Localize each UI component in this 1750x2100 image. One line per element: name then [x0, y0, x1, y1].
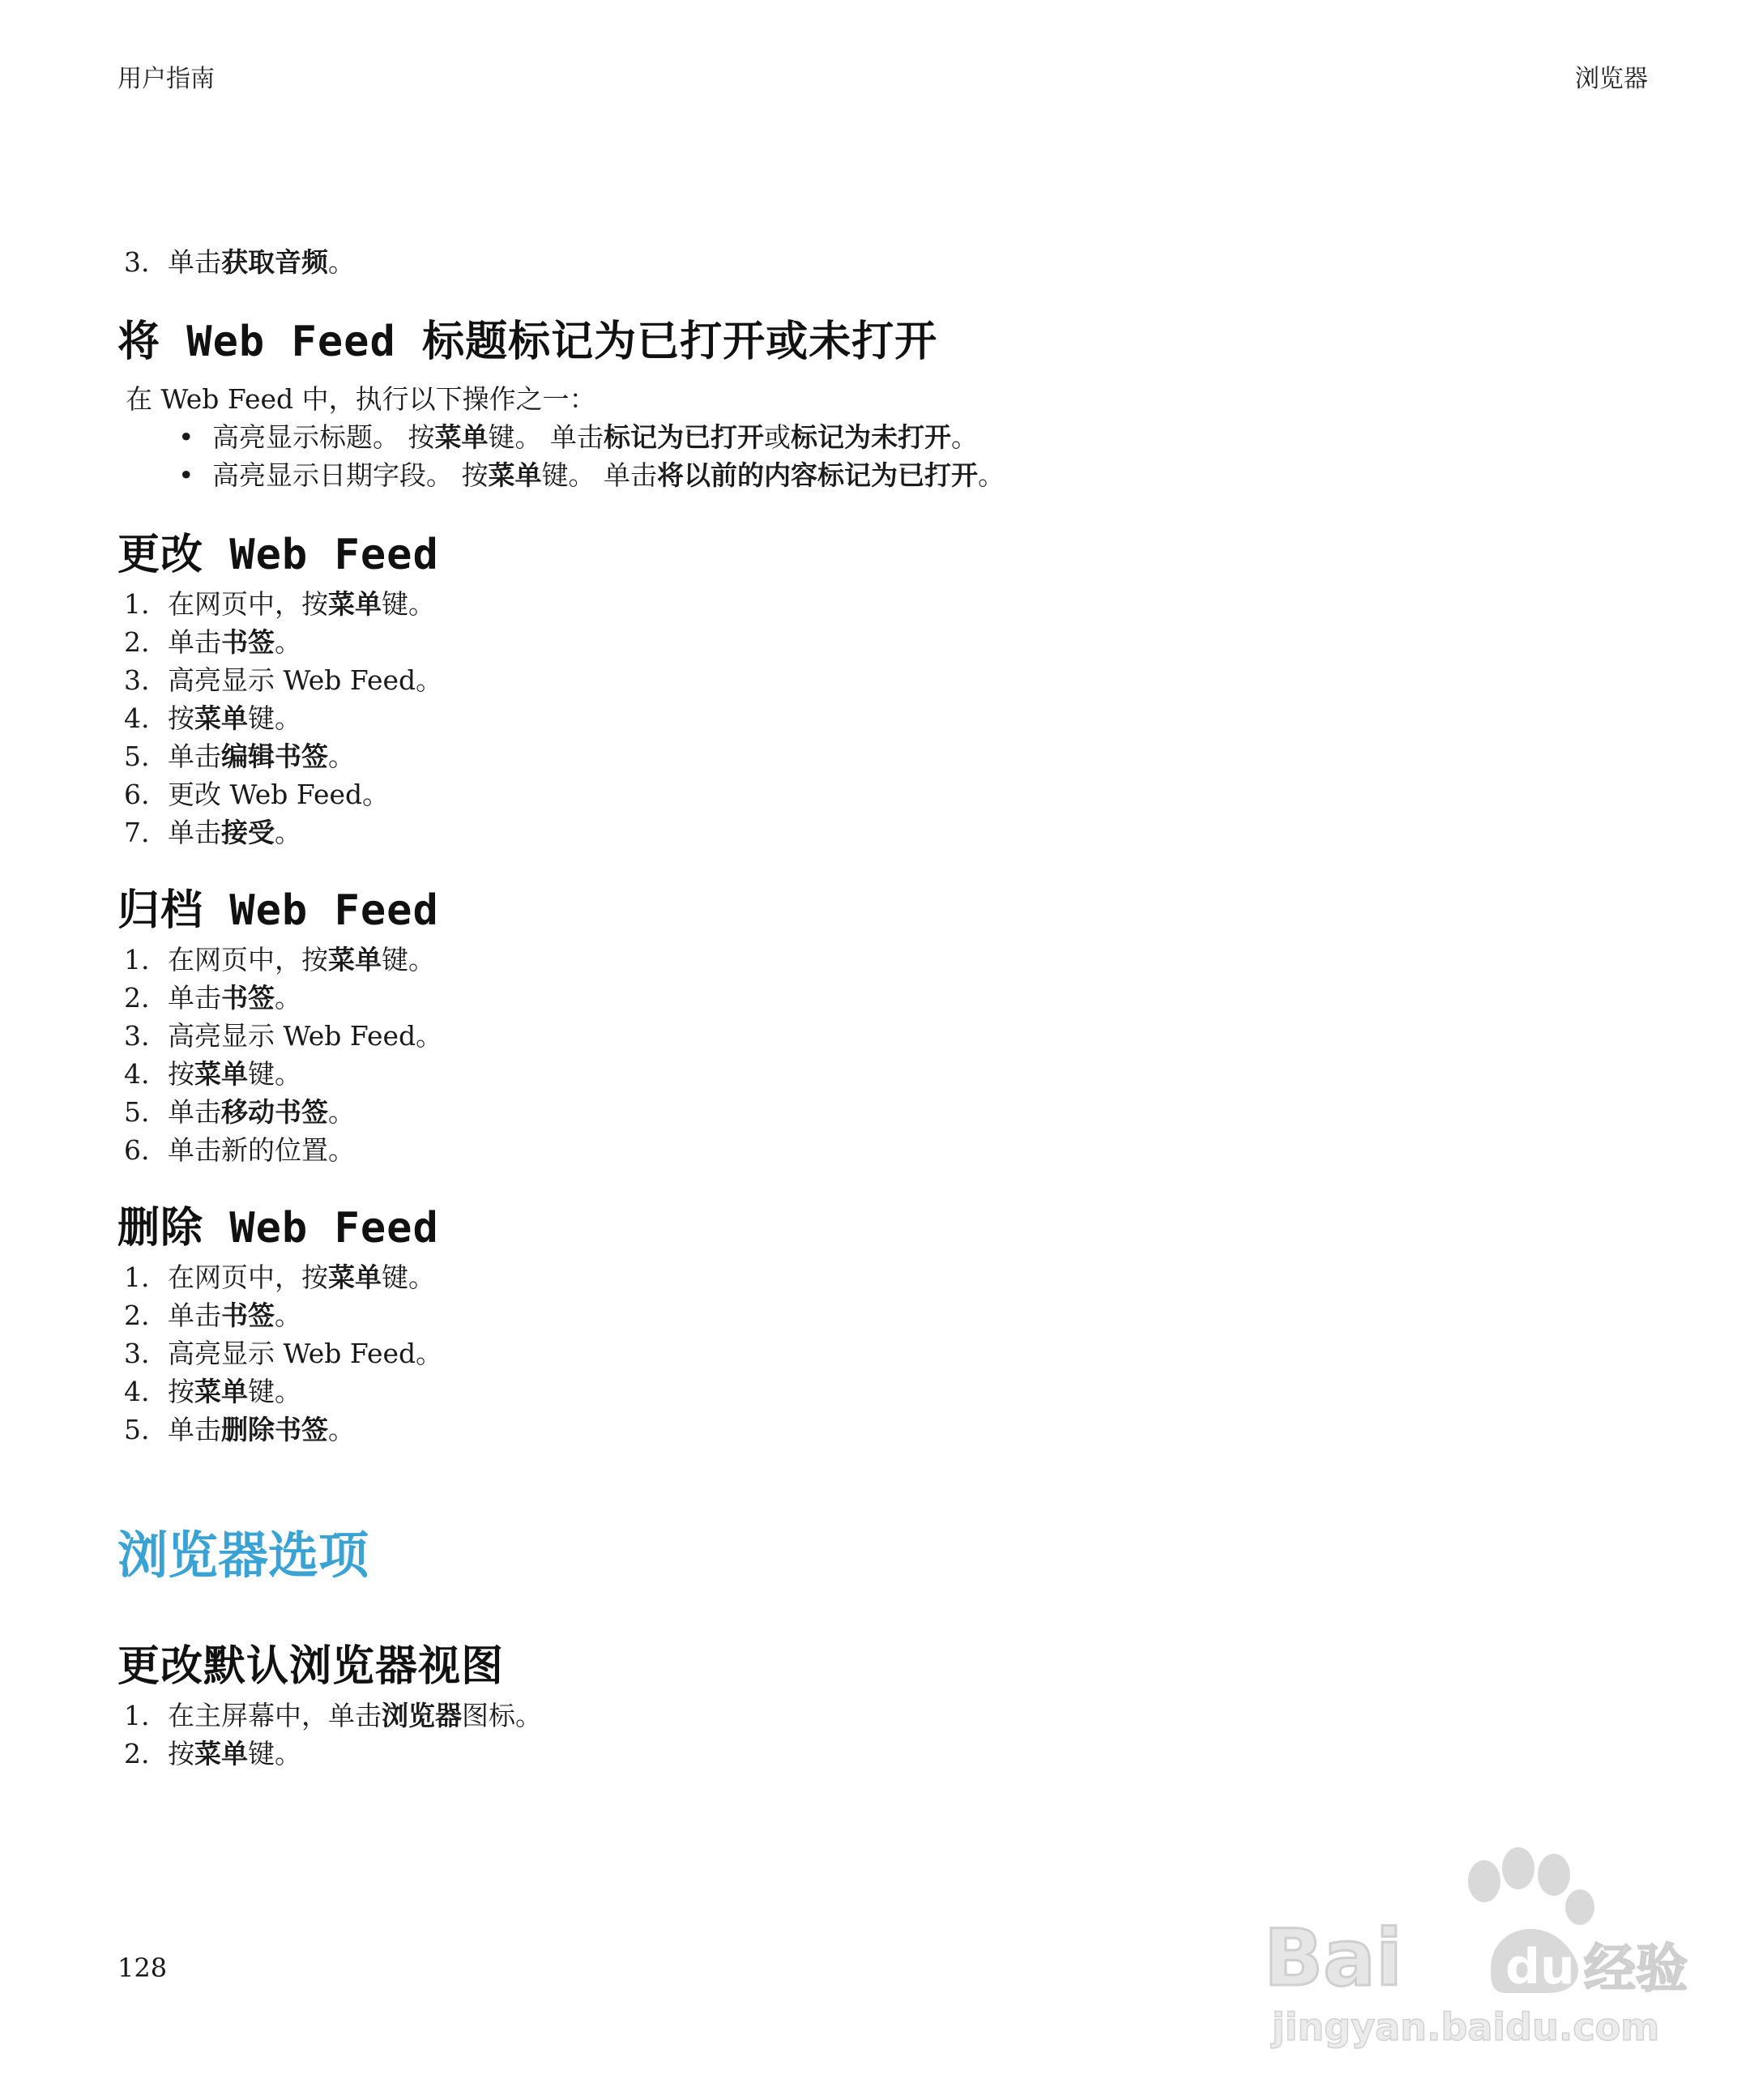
step-item: 3. 高亮显示 Web Feed。	[124, 1338, 443, 1369]
step-item: 5. 单击删除书签。	[124, 1414, 355, 1445]
bullet-list	[117, 418, 1657, 494]
page-number: 128	[117, 1953, 168, 1983]
step-item: 6. 更改 Web Feed。	[124, 779, 390, 810]
step-item: 7. 单击接受。	[124, 817, 301, 848]
step-item: 4. 按菜单键。	[124, 1058, 301, 1090]
page-body	[117, 243, 1657, 1773]
step-item: 2. 单击书签。	[124, 982, 301, 1014]
watermark-brand-right: du	[1505, 1939, 1575, 1995]
view-steps	[117, 1697, 1657, 1773]
section-heading-mark: 将 Web Feed 标题标记为已打开或未打开	[117, 318, 938, 366]
bullet-item: • 高亮显示日期字段。 按菜单键。 单击将以前的内容标记为已打开。	[178, 456, 1657, 494]
bullet-dot: •	[178, 421, 194, 453]
chapter-heading: 浏览器选项	[117, 1526, 369, 1585]
step-item: 5. 单击移动书签。	[124, 1096, 355, 1128]
carryover-steps	[117, 243, 1657, 281]
section-heading-delete: 删除 Web Feed	[117, 1204, 439, 1253]
step-item: 2. 单击书签。	[124, 626, 301, 658]
watermark-brand-cn: 经验	[1584, 1940, 1688, 2000]
step-item: 3. 高亮显示 Web Feed。	[124, 1020, 443, 1052]
section-heading-archive: 归档 Web Feed	[117, 886, 439, 935]
step-item: 4. 按菜单键。	[124, 1376, 301, 1407]
bullet-dot: •	[178, 459, 194, 491]
step-item: 4. 按菜单键。	[124, 702, 301, 734]
step-item: 1. 在网页中，按菜单键。	[124, 588, 435, 620]
change-steps	[117, 585, 1657, 852]
step-item: 3. 高亮显示 Web Feed。	[124, 664, 443, 696]
watermark-url: jingyan.baidu.com	[1272, 2005, 1660, 2049]
section-heading-change: 更改 Web Feed	[117, 531, 439, 579]
step-number: 3.	[124, 246, 150, 278]
bullet-item: • 高亮显示标题。 按菜单键。 单击标记为已打开或标记为未打开。	[178, 418, 1657, 456]
step-item: 2. 按菜单键。	[124, 1738, 301, 1769]
step-text: 单击获取音频。	[168, 246, 355, 278]
baidu-watermark	[1248, 1839, 1688, 2050]
step-item: 1. 在网页中，按菜单键。	[124, 1261, 435, 1293]
archive-steps	[117, 941, 1657, 1169]
running-header-right: 浏览器	[1575, 65, 1648, 93]
step-item: 6. 单击新的位置。	[124, 1134, 355, 1166]
step-item: 1. 在主屏幕中，单击浏览器图标。	[124, 1700, 542, 1731]
step-item: 5. 单击编辑书签。	[124, 741, 355, 772]
watermark-brand-left: Bai	[1264, 1913, 1402, 2004]
running-header-left: 用户指南	[117, 65, 215, 93]
section-heading-view: 更改默认浏览器视图	[117, 1642, 505, 1691]
step-item: 2. 单击书签。	[124, 1300, 301, 1331]
section-intro: 在 Web Feed 中，执行以下操作之一：	[126, 383, 596, 415]
delete-steps	[117, 1258, 1657, 1449]
step-item	[117, 243, 1657, 281]
step-item: 1. 在网页中，按菜单键。	[124, 944, 435, 975]
